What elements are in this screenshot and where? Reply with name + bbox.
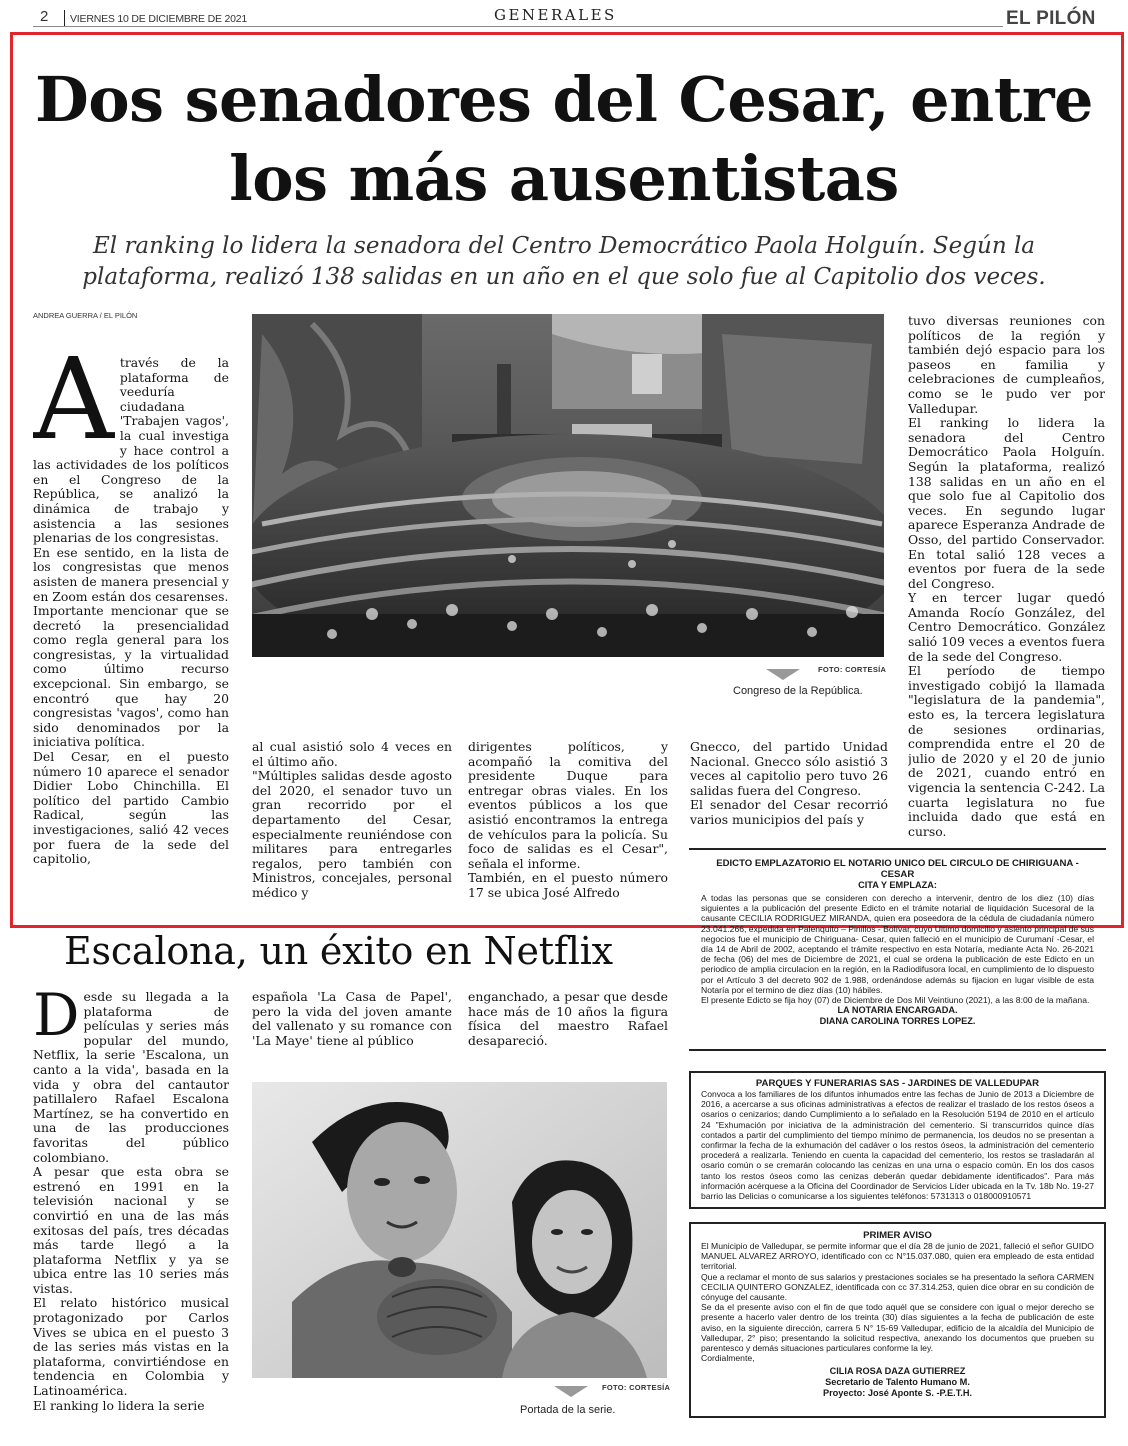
notice-signature-2: Secretario de Talento Humano M. [825, 1377, 970, 1388]
article-deck [14, 231, 1114, 293]
paragraph: También, en el puesto número 17 se ubica José Alfredo [468, 870, 668, 900]
article-2-column-2 [252, 990, 452, 1066]
paragraph: española 'La Casa de Papel', pero la vida del joven amante del vallenato y su romance con 'La Maye' tiene al público [252, 990, 452, 1048]
paragraph: través de la plataforma de veeduría ciudadana 'Trabajen vagos', la cual investiga y hace control a las actividades de los políticos en el Congreso de la República, se analizó la dinámica de trabajo y asistencia a las sesiones plenarias de los congresistas. [33, 356, 229, 546]
byline: ANDREA GUERRA / EL PILÓN [33, 311, 138, 320]
masthead-rule [33, 26, 1003, 27]
paragraph: El ranking lo lidera la senadora del Centro Democrático Paola Holguín. Según la plataforma, realizó 138 salidas en un año en el que solo fue al Capitolio dos veces. En segundo lugar aparece Esperanza Andrade de Osso, del partido Conservador. En total salió 128 veces a eventos por fuera de la sede del Congreso. [908, 415, 1105, 591]
notice-paragraph: El Municipio de Valledupar, se permite informar que el día 28 de junio de 2021, falleció el señor GUIDO MANUEL ALVAREZ ARROYO, identificado con cc N°15.037.080, quien era empleado de esta entidad territorial. [701, 1241, 1094, 1272]
page-number: 2 [40, 8, 49, 25]
paragraph: El ranking lo lidera la serie [33, 1397, 205, 1413]
article-column-3 [468, 740, 668, 900]
notice-paragraph: Cordialmente, [701, 1353, 755, 1364]
article-column-1 [33, 356, 229, 896]
masthead-divider [64, 10, 65, 26]
paragraph: A pesar que esta obra se estrenó en 1991 en la televisión nacional y se convirtió en una de las más exitosas del país, tres décadas más tarde llegó a la plataforma Netflix y ya se ubica entre las 10 series más vistas. [33, 1164, 229, 1296]
paragraph: Del Cesar, en el puesto número 10 aparece el senador Didier Lobo Chinchilla. El político del partido Cambio Radical, según las investigaciones, salió 42 veces por fuera de la sede del capitolio, [33, 749, 229, 867]
notice-fixed-date: El presente Edicto se fija hoy (07) de Diciembre de Dos Mil Veintiuno (2021), a las 8:00 de la mañana. [701, 995, 1090, 1006]
notice-subtitle: CITA Y EMPLAZA: [858, 880, 937, 890]
paragraph: tuvo diversas reuniones con políticos de la región y también dejó espacio para los paseos en familia y celebraciones de cumpleaños, como se le pudo ver por Valledupar. [908, 314, 1105, 416]
article-headline [14, 60, 1114, 218]
paragraph: enganchado, a pesar que desde hace más de 10 años la figura física del maestro Rafael desapareció. [468, 990, 668, 1048]
paragraph: "Múltiples salidas desde agosto del 2020, el senador tuvo un gran recorrido por el departamento del Cesar, especialmente reuniéndose con militares para entregarles regalos, pero también con Ministros, concejales, personal médico y [252, 768, 452, 900]
masthead-date: VIERNES 10 DE DICIEMBRE DE 2021 [70, 13, 248, 25]
paragraph: El relato histórico musical protagonizado por Carlos Vives se ubica en el puesto 3 de las series más vistas en la plataforma, convirtiéndose en tendencia en Colombia y Latinoamérica. [33, 1295, 229, 1399]
dropcap: A [33, 356, 114, 465]
deck-line-1: El ranking lo lidera la senadora del Centro Democrático Paola Holguín. Según la [92, 233, 1036, 259]
brand-logo: EL PILÓN [1006, 8, 1096, 29]
article-column-4 [690, 740, 888, 840]
congress-photo [252, 314, 884, 657]
notice-signature-1: CILIA ROSA DAZA GUTIERREZ [829, 1366, 966, 1377]
edicto-notice [689, 848, 1106, 1051]
dropcap: D [33, 990, 80, 1049]
paragraph: al cual asistió solo 4 veces en el último año. [252, 740, 452, 769]
photo-caption: Portada de la serie. [520, 1404, 616, 1416]
section-label: GENERALES [494, 6, 617, 24]
deck-line-2: plataforma, realizó 138 salidas en un año en el que solo fue al Capitolio dos veces. [82, 264, 1046, 290]
article-column-2 [252, 740, 452, 900]
notice-title: EDICTO EMPLAZATORIO EL NOTARIO UNICO DEL CIRCULO DE CHIRIGUANA - CESAR [716, 858, 1079, 880]
escalona-photo-image [252, 1082, 667, 1378]
paragraph: Y en tercer lugar quedó Amanda Rocío González, del Centro Democrático. González salió 109 veces a eventos fuera de la sede del Congreso. [908, 590, 1105, 664]
notice-signature-3: Proyecto: José Aponte S. -P.E.T.H. [822, 1388, 973, 1399]
notice-paragraph: Se da el presente aviso con el fin de que todo aquél que se considere con igual o mejor derecho se presente a hacerlo valer dentro de los treinta (30) días siguientes a la fecha de publicación de este aviso, en la siguiente dirección, carrera 5 N° 15-69 Valledupar, edificio de la alcaldía del Municipio de Valledupar, 2° piso; presentando la solicitud respectiva, anexando los documentos que prueben su parentesco y demás situaciones particulares conforme la ley. [701, 1302, 1094, 1354]
paragraph: En ese sentido, en la lista de los congresistas que menos asisten de manera presencial y en Zoom están dos cesarenses. [33, 544, 229, 604]
notice-title: PRIMER AVISO [863, 1230, 932, 1241]
headline-line-2: los más ausentistas [229, 142, 899, 215]
paragraph: Importante mencionar que se decretó la presencialidad como regla general para los congresistas, y la virtualidad como último recurso excepcional. Sin embargo, se encontró que hay 20 congresistas 'vagos', como han sido denominados por la iniciativa política. [33, 603, 229, 750]
congress-photo-image [252, 314, 884, 657]
caption-triangle-icon [554, 1386, 588, 1397]
notice-signature-2: DIANA CAROLINA TORRES LOPEZ. [819, 1016, 976, 1027]
notice-body: A todas las personas que se consideren con derecho a intervenir, dentro de los diez (10) días siguientes a la publicación del presente Edicto en el trámite notarial de liquidación Sucesoral de la causante CECILIA RODRIGUEZ MIRANDA, quien era poseedora de la cédula de ciudadanía número 23.041.266, expedida en Palenquito – Pinillos - Bolívar, cuyo Ultimo domicilio y asiento principal de sus negocios fue el municipio de Chiriguana- Cesar, quien falleció en el municipio de Curumaní -Cesar, el día 14 de Abril de 2002, aceptando el trámite respectivo en esta Notaría, mediante Acta No. 26-2021 de fecha (06) del mes de Diciembre de 2021, el cual se ordena la publicación de este Edicto en un periodico de amplia circulacion en la región, en la Radiodifusora local, en cumplimiento de lo dispuesto por el Artículo 3 del decreto 902 de 1.988, ordenándose además su fijacion en lugar visible de esta Notaría por el termino de diez días (10) hábiles. [701, 893, 1094, 995]
article-2-column-1 [33, 990, 229, 1426]
paragraph: dirigentes políticos, y acompañó la comitiva del presidente Duque para entregar obras viales. En los eventos públicos a los que asistió encontramos la entrega de vehículos para la policía. Su foco de salidas es el Cesar", señala el informe. [468, 740, 668, 871]
photo-credit: FOTO: CORTESÍA [818, 665, 887, 674]
escalona-photo [252, 1082, 667, 1378]
caption-triangle-icon [766, 669, 800, 680]
notice-title: PARQUES Y FUNERARIAS SAS - JARDINES DE VALLEDUPAR [755, 1078, 1040, 1089]
paragraph: Gnecco, del partido Unidad Nacional. Gnecco sólo asistió 3 veces al capitolio pero tuvo 26 salidas fuera del Congreso. [690, 740, 888, 798]
headline-line-1: Dos senadores del Cesar, entre [35, 63, 1093, 136]
article-column-5 [908, 314, 1105, 838]
paragraph: El período de tiempo investigado cobijó la llamada "legislatura de la pandemia", esto es, la tercera legislatura de sesiones ordinarias, comprendida entre el 20 de julio de 2020 y el 20 de junio de 2021, cuando entró en vigencia la sentencia C-242. La cuarta legislatura no fue incluida dado que está en curso. [908, 663, 1105, 838]
paragraph: esde su llegada a la plataforma de películas y series más popular del mundo, Netflix, la serie 'Escalona, un canto a la vida', basada en la vida y obra del cantautor patillalero Rafael Escalona Martínez, se ha convertido en una de las producciones favoritas del público colombiano. [33, 990, 229, 1165]
photo-caption: Congreso de la República. [733, 685, 863, 697]
primer-aviso-notice [689, 1222, 1106, 1418]
notice-paragraph: Que a reclamar el monto de sus salarios y prestaciones sociales se ha presentado la señora CARMEN CECILIA QUINTERO GONZALEZ, identificada con cc 37.314.253, quien dice obrar en su condición de cónyuge del causante. [701, 1271, 1094, 1303]
notice-signature-1: LA NOTARIA ENCARGADA. [837, 1005, 958, 1016]
parques-notice [689, 1071, 1106, 1209]
notice-body: Convoca a los familiares de los difuntos inhumados entre las fechas de Junio de 2013 a Diciembre de 2016, a acercarse a sus oficinas administrativas a efectos de realizar el traslado de los restos óseos a osarios o cenizarios; dando Cumplimiento a lo señalado en la Resolución 5194 de 2010 en el artículo 24 "Exhumación por iniciativa de la administración del cementerio. Si transcurridos quince días contados a partir del cumplimiento del tiempo mínimo de permanencia, los deudos no se presentan a confirmar la fecha de la exhumación del cadáver o los restos óseos, la administración del cementerio procederá a realizarla. Teniendo en cuenta la capacidad del cementerio, los restos se trasladarán al osario común o se cremarán colocando las cenizas en una urna o espacio común. En los dos casos tanto los restos óseos como las cenizas deberán quedar debidamente identificados". Para más información acérquese a la Oficina del Coordinador de Servicios Líder ubicada en la Tv. 18b No. 19-27 barrio las Delicias o comunicarse a los siguientes teléfonos: 5731313 o 018000910571 [701, 1089, 1094, 1202]
article-2-headline: Escalona, un éxito en Netflix [64, 929, 613, 973]
article-2-column-3 [468, 990, 668, 1066]
paragraph: El senador del Cesar recorrió varios municipios del país y [690, 797, 888, 827]
photo-credit: FOTO: CORTESÍA [602, 1383, 671, 1392]
